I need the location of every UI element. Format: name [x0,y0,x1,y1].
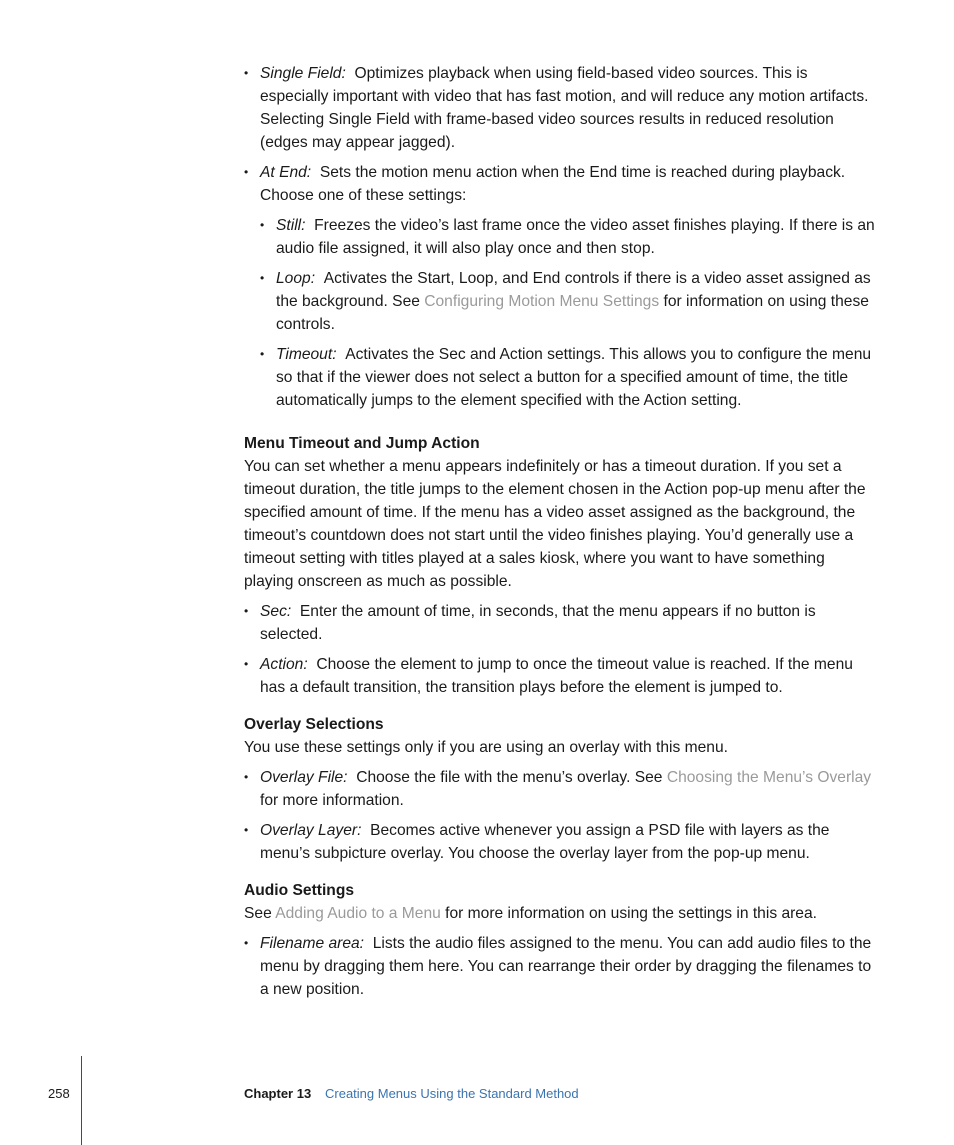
sub-bullet-timeout [260,343,876,412]
section-overlay-selections [244,713,876,865]
bullet-text: Sets the motion menu action when the End time is reached during playback. Choose one of these settings: [260,164,846,204]
section-paragraph: You can set whether a menu appears indefinitely or has a timeout duration. If you set a timeout duration, the title jumps to the element chosen in the Action pop-up menu after the specified amount of time. If the menu has a video asset assigned as the background, the timeout’s countdown does not start until the video finishes playing. You’d generally use a timeout setting with titles played at a sales kiosk, where you want to have something playing onscreen as much as possible. [244,458,866,590]
sub-bullet-loop [260,267,876,336]
bullet-term: Timeout: [276,346,337,363]
section-heading: Overlay Selections [244,716,384,733]
bullet-text: Choose the file with the menu’s overlay. See [356,769,667,786]
bullet-text: Activates the Start, Loop, and End controls if there is a video asset assigned as the background. See [276,270,871,310]
bullet-text: Becomes active whenever you assign a PSD file with layers as the menu’s subpicture overlay. You choose the overlay layer from the pop-up menu. [260,822,830,862]
bullet-sec [244,600,876,646]
paragraph-text: for more information on using the settings in this area. [440,905,817,922]
link-configuring-motion-menu-settings[interactable]: Configuring Motion Menu Settings [424,293,660,310]
bullet-term: Overlay File: [260,769,348,786]
section-paragraph: You use these settings only if you are using an overlay with this menu. [244,739,728,756]
section-audio-settings [244,879,876,1001]
bullet-action [244,653,876,699]
bullet-term: Still: [276,217,306,234]
footer-divider [81,1056,82,1145]
bullet-text: for information on using these controls. [276,293,869,333]
bullet-term: Single Field: [260,65,346,82]
page-number: 258 [48,1086,70,1101]
bullet-term: Loop: [276,270,316,287]
paragraph-text: See [244,905,276,922]
chapter-label: Chapter 13 [244,1086,312,1101]
bullet-single-field [244,62,876,154]
bullet-term: Action: [260,656,308,673]
section-menu-timeout [244,432,876,699]
section-heading: Menu Timeout and Jump Action [244,435,480,452]
bullet-overlay-file [244,766,876,812]
section-heading: Audio Settings [244,882,355,899]
bullet-text: Lists the audio files assigned to the menu. You can add audio files to the menu by dragging them here. You can rearrange their order by dragging the filenames to a new position. [260,935,872,998]
bullet-text: Freezes the video’s last frame once the video asset finishes playing. If there is an audio file assigned, it will also play once and then stop. [276,217,875,257]
bullet-text: Enter the amount of time, in seconds, that the menu appears if no button is selected. [260,603,816,643]
page-body [244,62,876,1008]
bullet-term: Sec: [260,603,292,620]
chapter-title: Creating Menus Using the Standard Method [325,1086,579,1101]
link-adding-audio-to-a-menu[interactable]: Adding Audio to a Menu [275,905,441,922]
sub-bullet-still [260,214,876,260]
section-paragraph [244,902,876,925]
link-choosing-menus-overlay[interactable]: Choosing the Menu’s Overlay [666,769,872,786]
bullet-text: for more information. [260,792,404,809]
bullet-overlay-layer [244,819,876,865]
bullet-text: Activates the Sec and Action settings. This allows you to configure the menu so that if the viewer does not select a button for a specified amount of time, the title automatically jumps to the element specified with the Action setting. [276,346,872,409]
bullet-term: At End: [260,164,312,181]
bullet-text: Choose the element to jump to once the timeout value is reached. If the menu has a default transition, the transition plays before the element is jumped to. [260,656,853,696]
bullet-text: Optimizes playback when using field-based video sources. This is especially important with video that has fast motion, and will reduce any motion artifacts. Selecting Single Field with frame-based video sources results in reduced resolution (edges may appear jagged). [260,65,869,151]
bullet-filename-area [244,932,876,1001]
bullet-at-end [244,161,876,207]
bullet-term: Filename area: [260,935,365,952]
bullet-term: Overlay Layer: [260,822,362,839]
